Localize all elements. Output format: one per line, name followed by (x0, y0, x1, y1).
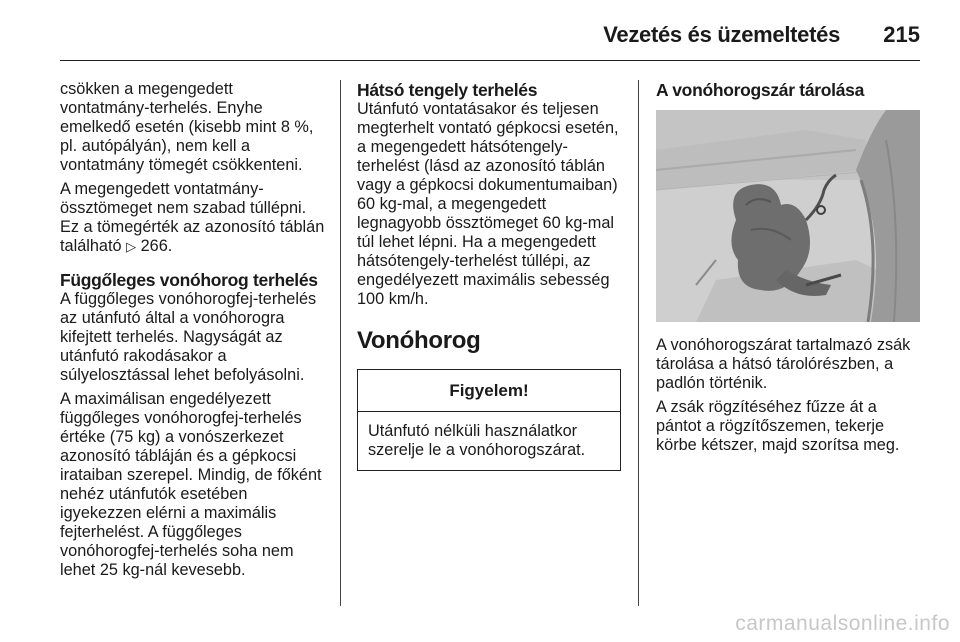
paragraph-rear-axle-load: Utánfutó vontatásakor és teljesen megterhelt vontató gépkocsi esetén, a megengedett hátsótengely-terhelést (lásd az azonosító táblán vagy a gépkocsi dokumentumaiban) 60 kg-mal, a megengedett legnagyobb össztömeget 60 kg-mal túl lehet lépni. Ha a megengedett hátsótengely-terhelést túllépi, az engedélyezett maximális sebesség 100 km/h. (357, 100, 619, 308)
paragraph-vertical-load-max: A maximálisan engedélyezett függőleges vonóhorogfej-terhelés értéke (75 kg) a vonószerkezet azonosító tábláján és a gépkocsi irataiban szerepel. Mindig, de főként nehéz utánfutók esetében igyekezzen elérni a maximális fejterhelést. A függőleges vonóhorogfej-terhelés soha nem lehet 25 kg-nál kevesebb. (60, 390, 322, 579)
warning-body: Utánfutó nélküli használatkor szerelje le a vonóhorogszárat. (368, 422, 586, 459)
heading-tow-bar-storage: A vonóhorogszár tárolása (656, 80, 865, 100)
watermark: carmanualsonline.info (735, 612, 950, 635)
paragraph-vertical-load-definition: A függőleges vonóhorogfej-terhelés az utánfutó által a vonóhorogra kifejtett terhelés. Nagyságát az utánfutó rakodásakor a súlyelosztással lehet befolyásolni. (60, 290, 317, 384)
page-number: 215 (883, 22, 920, 47)
warning-title: Figyelem! (358, 370, 620, 412)
heading-rear-axle-load: Hátsó tengely terhelés (357, 80, 538, 100)
page-reference-arrow-icon: ▷ (126, 239, 137, 254)
paragraph-total-weight (60, 180, 325, 256)
paragraph-slope: csökken a megengedett vontatmány-terhelés. Enyhe emelkedő esetén (kisebb mint 8 %, pl. autópályán), nem kell a vontatmány tömegét csökkenteni. (60, 80, 314, 174)
column-middle (357, 80, 623, 471)
tow-bar-bag-photo (656, 110, 920, 322)
section-title: Vezetés és üzemeltetés (603, 22, 840, 47)
heading-tow-hook: Vonóhorog (357, 327, 481, 354)
warning-box (357, 369, 621, 471)
page-header (60, 14, 920, 61)
column-divider-left (340, 80, 341, 606)
column-divider-right (638, 80, 639, 606)
paragraph-bag-fastening: A zsák rögzítéséhez fűzze át a pántot a rögzítőszemen, tekerje körbe kétszer, majd szorítsa meg. (656, 398, 900, 454)
paragraph-bag-location: A vonóhorogszárat tartalmazó zsák tárolása a hátsó tárolórészben, a padlón történik. (656, 336, 911, 392)
paragraph-total-weight-text: A megengedett vontatmány-össztömeget nem szabad túllépni. Ez a tömegérték az azonosító táblán található (60, 180, 325, 255)
column-right (656, 80, 922, 460)
page-reference-link[interactable]: 266. (140, 237, 173, 255)
column-left (60, 80, 325, 585)
heading-vertical-load: Függőleges vonóhorog terhelés (60, 270, 318, 290)
